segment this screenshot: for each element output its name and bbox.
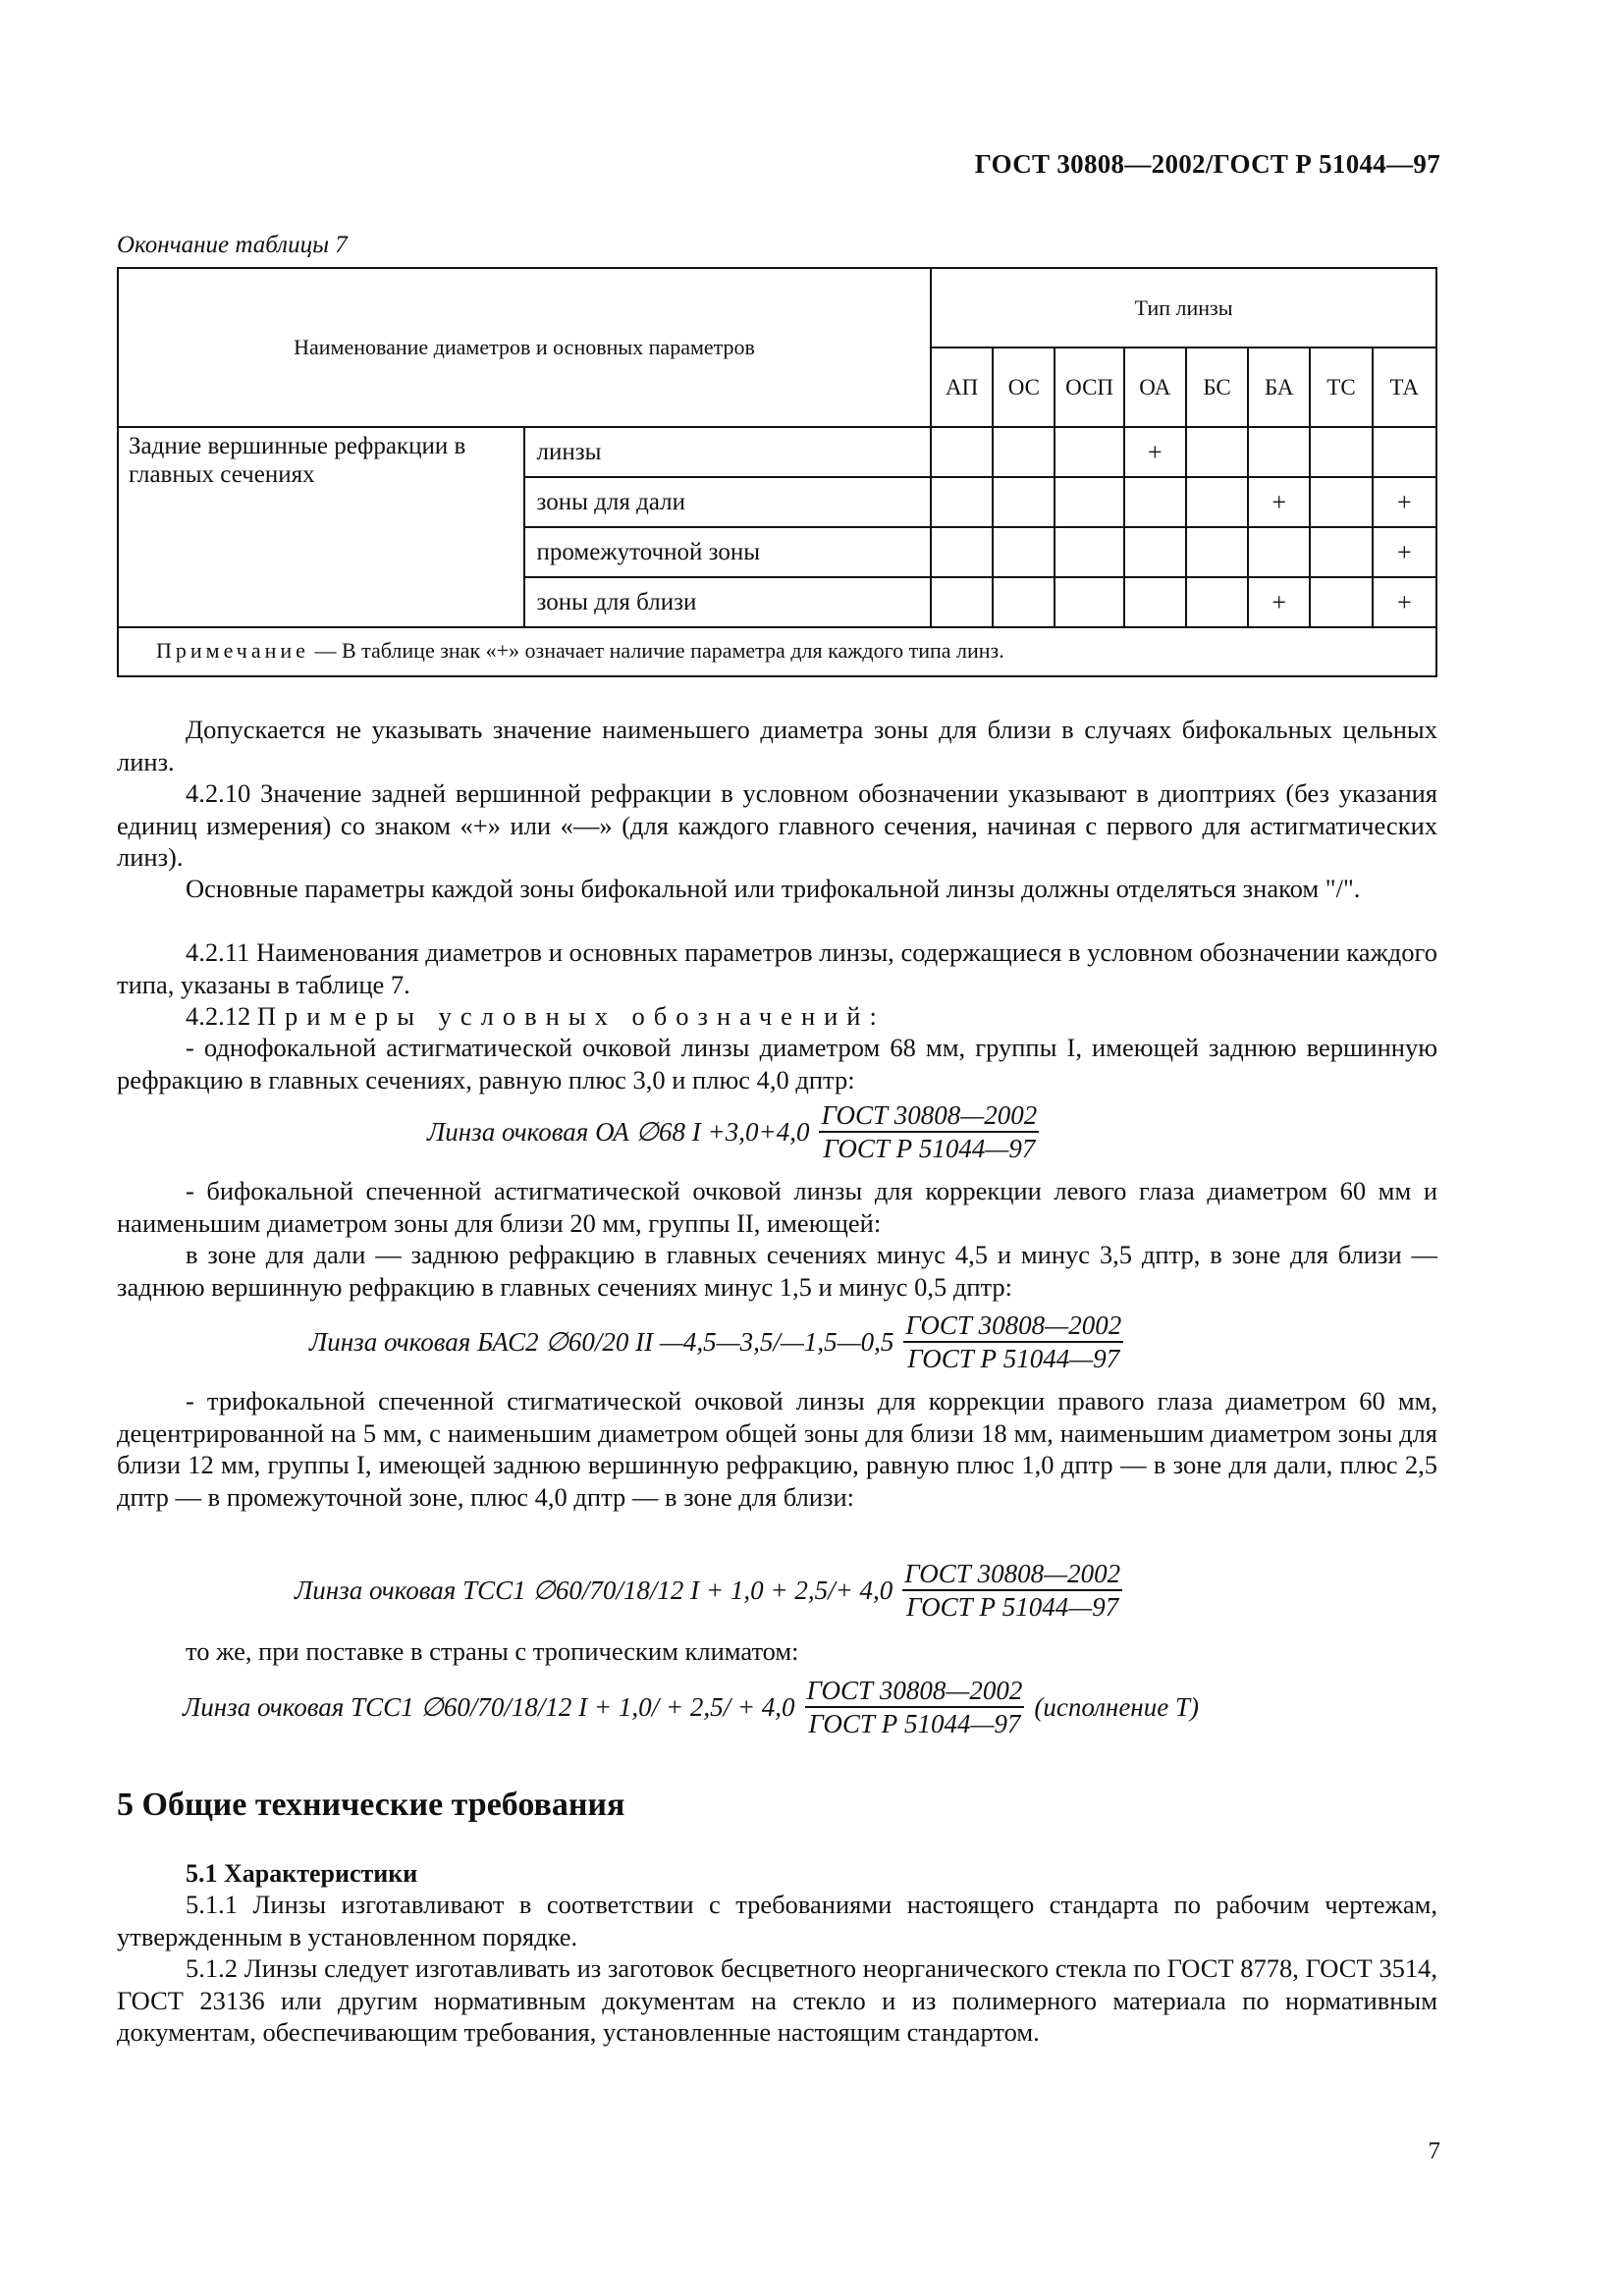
formula-fraction: [903, 1309, 1123, 1374]
formula-1: [427, 1099, 1039, 1164]
page-number: 7: [1428, 2138, 1440, 2164]
table-cell: [1310, 427, 1372, 477]
fraction-numerator: ГОСТ 30808—2002: [805, 1675, 1025, 1708]
column-header: БС: [1186, 347, 1248, 427]
table-cell: [1124, 577, 1186, 627]
table-cell: [931, 527, 993, 577]
paragraph: Допускается не указывать значение наименьшего диаметра зоны для близи в случаях бифокальных цельных линз.: [117, 715, 1437, 776]
clause-number: 4.2.12: [186, 1001, 257, 1031]
paragraph: в зоне для дали — заднюю рефракцию в главных сечениях минус 4,5 и минус 3,5 дптр, в зоне для близи — заднюю вершинную рефракцию в главных сечениях минус 1,5 и минус 0,5 дптр:: [117, 1240, 1437, 1302]
table-cell: [1373, 427, 1436, 477]
paragraph: то же, при поставке в страны с тропическим климатом:: [186, 1636, 799, 1666]
formula-suffix: (исполнение Т): [1034, 1691, 1199, 1722]
paragraph: 4.2.10 Значение задней вершинной рефракции в условном обозначении указывают в диоптриях (без указания единиц измерения) со знаком «+» или «—» (для каждого главного сечения, начиная с первого для астигматических линз).: [117, 778, 1437, 872]
table-cell: +: [1124, 427, 1186, 477]
column-header: БА: [1248, 347, 1310, 427]
formula-fraction: [902, 1558, 1122, 1623]
table-cell: [1124, 477, 1186, 527]
note-text: — В таблице знак «+» означает наличие параметра для каждого типа линз.: [308, 638, 1004, 663]
formula-text: Линза очковая ТСС1 ∅60/70/18/12 I + 1,0/ + 2,5/ + 4,0: [183, 1691, 795, 1722]
table-cell: [931, 477, 993, 527]
formula-fraction: [805, 1675, 1025, 1739]
table-header-lens-type: Тип линзы: [931, 268, 1436, 347]
paragraph: - бифокальной спеченной астигматической очковой линзы для коррекции левого глаза диаметром 60 мм и наименьшим диаметром зоны для близи 20 мм, группы II, имеющей:: [117, 1176, 1437, 1238]
table-cell: [1055, 577, 1123, 627]
fraction-numerator: ГОСТ 30808—2002: [819, 1099, 1039, 1133]
fraction-denominator: ГОСТ Р 51044—97: [823, 1134, 1036, 1163]
column-header: ТА: [1373, 347, 1436, 427]
table-cell: [993, 427, 1055, 477]
table-cell: [1310, 527, 1372, 577]
table-cell: [1186, 477, 1248, 527]
formula-3: [295, 1558, 1122, 1623]
column-header: ОС: [993, 347, 1055, 427]
subsection-title: 5.1 Характеристики: [186, 1859, 418, 1888]
table-cell: +: [1248, 477, 1310, 527]
column-header: ОА: [1124, 347, 1186, 427]
parameters-table: [117, 267, 1437, 677]
table-cell: [1055, 477, 1123, 527]
formula-text: Линза очковая БАС2 ∅60/20 II —4,5—3,5/—1,5—0,5: [309, 1326, 894, 1357]
fraction-denominator: ГОСТ Р 51044—97: [907, 1344, 1120, 1373]
table-cell: [1310, 577, 1372, 627]
table-cell: [1248, 527, 1310, 577]
table-cell: [1055, 427, 1123, 477]
table-note: [118, 627, 1436, 676]
table-cell: [1186, 577, 1248, 627]
note-label: Примечание: [156, 638, 309, 663]
table-header-name: Наименование диаметров и основных параметров: [118, 268, 931, 427]
row-group-label: Задние вершинные рефракции в главных сечениях: [118, 427, 524, 627]
table-cell: [1310, 477, 1372, 527]
column-header: ТС: [1310, 347, 1372, 427]
examples-heading: Примеры условных обозначений:: [256, 1001, 886, 1031]
table-caption: Окончание таблицы 7: [117, 232, 348, 258]
table-row: [118, 427, 1436, 477]
formula-text: Линза очковая ОА ∅68 I +3,0+4,0: [427, 1116, 810, 1147]
formula-2: [309, 1309, 1123, 1374]
formula-text: Линза очковая ТСС1 ∅60/70/18/12 I + 1,0 + 2,5/+ 4,0: [295, 1575, 893, 1605]
table-cell: +: [1373, 477, 1436, 527]
document-header: ГОСТ 30808—2002/ГОСТ Р 51044—97: [974, 149, 1440, 179]
table-cell: [1248, 427, 1310, 477]
table-cell: [993, 577, 1055, 627]
paragraph: Основные параметры каждой зоны бифокальной или трифокальной линзы должны отделяться знаком "/".: [186, 874, 1361, 903]
column-header: ОСП: [1055, 347, 1123, 427]
table-cell: +: [1248, 577, 1310, 627]
paragraph: - однофокальной астигматической очковой линзы диаметром 68 мм, группы I, имеющей заднюю вершинную рефракцию в главных сечениях, равную плюс 3,0 и плюс 4,0 дптр:: [117, 1033, 1437, 1095]
fraction-denominator: ГОСТ Р 51044—97: [808, 1709, 1021, 1738]
table-cell: [1124, 527, 1186, 577]
table-cell: [1186, 527, 1248, 577]
paragraph: 4.2.11 Наименования диаметров и основных параметров линзы, содержащиеся в условном обозначении каждого типа, указаны в таблице 7.: [117, 937, 1437, 999]
paragraph: 5.1.1 Линзы изготавливают в соответствии с требованиями настоящего стандарта по рабочим чертежам, утвержденным в установленном порядке.: [117, 1890, 1437, 1951]
table-cell: [993, 477, 1055, 527]
paragraph: [117, 1000, 1437, 1033]
paragraph: 5.1.2 Линзы следует изготавливать из заготовок бесцветного неорганического стекла по ГОСТ 8778, ГОСТ 3514, ГОСТ 23136 или другим нормативным документам на стекло и из полимерного материала по нормативным документам, обеспечивающим требования, установленные настоящим стандартом.: [117, 1953, 1437, 2047]
table-cell: [1186, 427, 1248, 477]
row-label: зоны для близи: [524, 577, 932, 627]
formula-fraction: [819, 1099, 1039, 1164]
table-cell: +: [1373, 577, 1436, 627]
row-label: линзы: [524, 427, 932, 477]
section-title: 5 Общие технические требования: [117, 1787, 625, 1823]
table-cell: [1055, 527, 1123, 577]
table-cell: [993, 527, 1055, 577]
column-header: АП: [931, 347, 993, 427]
table-cell: +: [1373, 527, 1436, 577]
paragraph: - трифокальной спеченной стигматической очковой линзы для коррекции правого глаза диаметром 60 мм, децентрированной на 5 мм, с наименьшим диаметром общей зоны для близи 18 мм, наименьшим диаметром зоны для близи 12 мм, группы I, имеющей заднюю вершинную рефракцию, равную плюс 1,0 дптр — в зоне для дали, плюс 2,5 дптр — в промежуточной зоне, плюс 4,0 дптр — в зоне для близи:: [117, 1386, 1437, 1512]
row-label: промежуточной зоны: [524, 527, 932, 577]
formula-4: [183, 1675, 1199, 1739]
row-label: зоны для дали: [524, 477, 932, 527]
table-cell: [931, 427, 993, 477]
table-cell: [931, 577, 993, 627]
fraction-numerator: ГОСТ 30808—2002: [902, 1558, 1122, 1591]
fraction-denominator: ГОСТ Р 51044—97: [906, 1592, 1119, 1622]
fraction-numerator: ГОСТ 30808—2002: [903, 1309, 1123, 1343]
